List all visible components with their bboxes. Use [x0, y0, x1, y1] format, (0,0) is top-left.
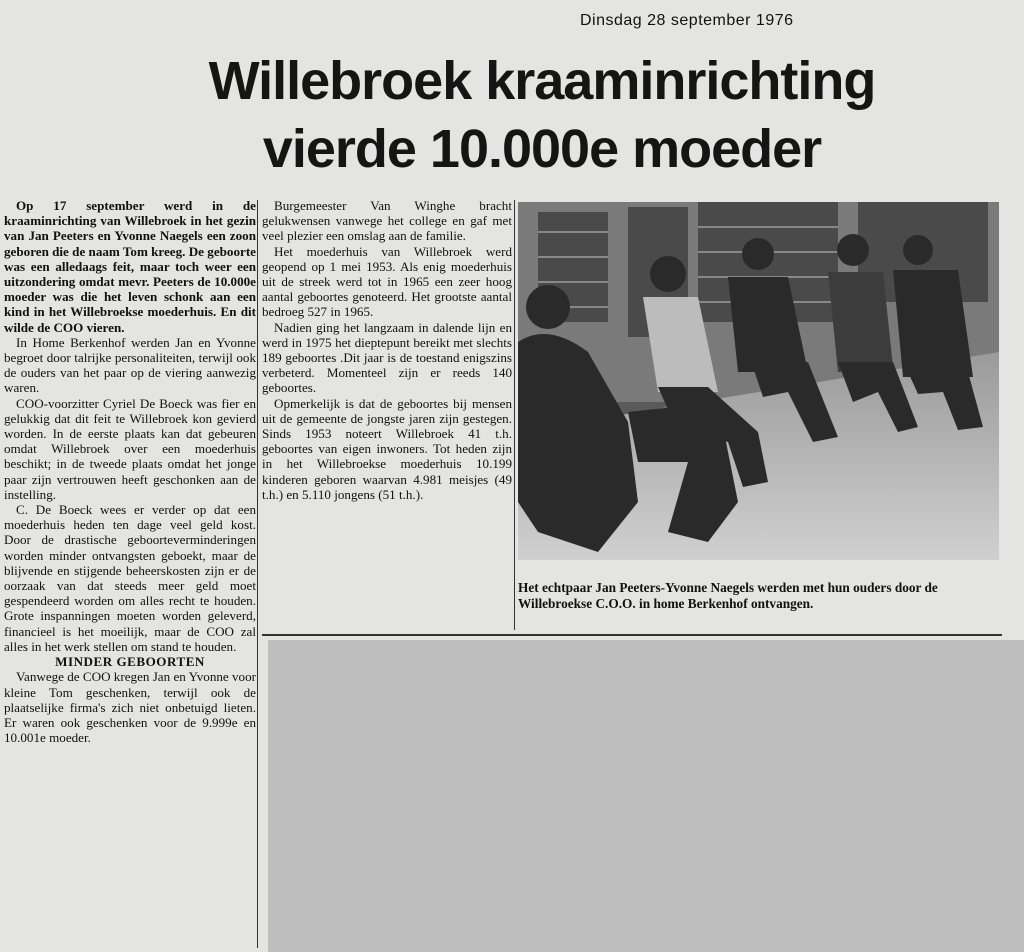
- column-rule-right: [514, 200, 515, 630]
- column-rule-left: [257, 200, 258, 948]
- headline-line-1: Willebroek kraaminrichting: [208, 51, 876, 111]
- photo-caption: Het echtpaar Jan Peeters-Yvonne Naegels werden met hun ouders door de Willebroekse C.O.O. in home Berkenhof ontvangen.: [518, 580, 938, 611]
- paragraph: Het moederhuis van Willebroek werd geopend op 1 mei 1953. Als enig moederhuis uit de streek werd tot in 1965 een zeer hoog aantal geboortes genoteerd. Het grootste aantal bedroeg 527 in 1965.: [262, 243, 512, 320]
- paragraph: Vanwege de COO kregen Jan en Yvonne voor kleine Tom geschenken, terwijl ook de plaatselijke firma's zich niet onbetuigd lieten. Er waren ook geschenken voor de 9.999e en 10.001e moeder.: [4, 669, 257, 746]
- article-column-2: [262, 198, 512, 502]
- paragraph: Opmerkelijk is dat de geboortes bij mensen uit de gemeente de jongste jaren zijn gestegen. Sinds 1953 noteert Willebroek 41 t.h. geboortes van eigen inwoners. Tot heden zijn in het Willebroekse moederhuis 10.199 kinderen geboren waarvan 4.981 meisjes (49 t.h.) en 5.110 jongens (51 t.h.).: [262, 395, 512, 502]
- paragraph: Burgemeester Van Winghe bracht gelukwensen vanwege het college en gaf met veel plezier een omslag aan de familie.: [262, 198, 512, 244]
- article-column-1: [4, 198, 256, 745]
- subheading: MINDER GEBOORTEN: [55, 654, 205, 670]
- blank-area: [268, 640, 1024, 952]
- photo-illustration: [518, 202, 999, 560]
- caption-rule: [262, 634, 1002, 636]
- news-photo: [518, 202, 999, 560]
- paragraph: Nadien ging het langzaam in dalende lijn en werd in 1975 het dieptepunt bereikt met slechts 189 geboortes .Dit jaar is de toestand enigszins verbeterd. Momenteel zijn er reeds 140 geboortes.: [262, 319, 512, 396]
- lead-paragraph: Op 17 september werd in de kraaminrichting van Willebroek in het gezin van Jan Peeters en Yvonne Naegels een zoon geboren die de naam Tom kreeg. De geboorte was een alledaags feit, maar toch weer een uitzondering omdat mevr. Peeters de 10.000e moeder was die het leven schonk aan een kind in het Willebroekse moederhuis. En dit wilde de COO vieren.: [4, 198, 256, 335]
- paragraph: In Home Berkenhof werden Jan en Yvonne begroet door talrijke personaliteiten, terwijl ook de ouders van het paar op de viering aanwezig waren.: [4, 334, 256, 396]
- paragraph: COO-voorzitter Cyriel De Boeck was fier en gelukkig dat dit feit te Willebroek kon gevierd worden. In de eerste plaats kan dat gebeuren omdat Willebroek over een moederhuis beschikt; in de tweede plaats omdat het jonge paar zijn vertrouwen heeft geschonken aan de instelling.: [4, 395, 256, 502]
- issue-date: Dinsdag 28 september 1976: [580, 12, 794, 29]
- paragraph: C. De Boeck wees er verder op dat een moederhuis heden ten dage veel geld kost. Door de drastische geboorteverminderingen worden minder ontvangsten geboekt, maar de blijvende en stijgende beheerskosten zijn er de oorzaak van dat steeds meer geld moet gespendeerd worden om alles recht te houden. Grote inspanningen moeten worden geleverd, financieel is het moeilijk, maar de COO zal alles in het werk stellen om stand te houden.: [4, 502, 256, 654]
- headline-line-2: vierde 10.000e moeder: [262, 119, 822, 179]
